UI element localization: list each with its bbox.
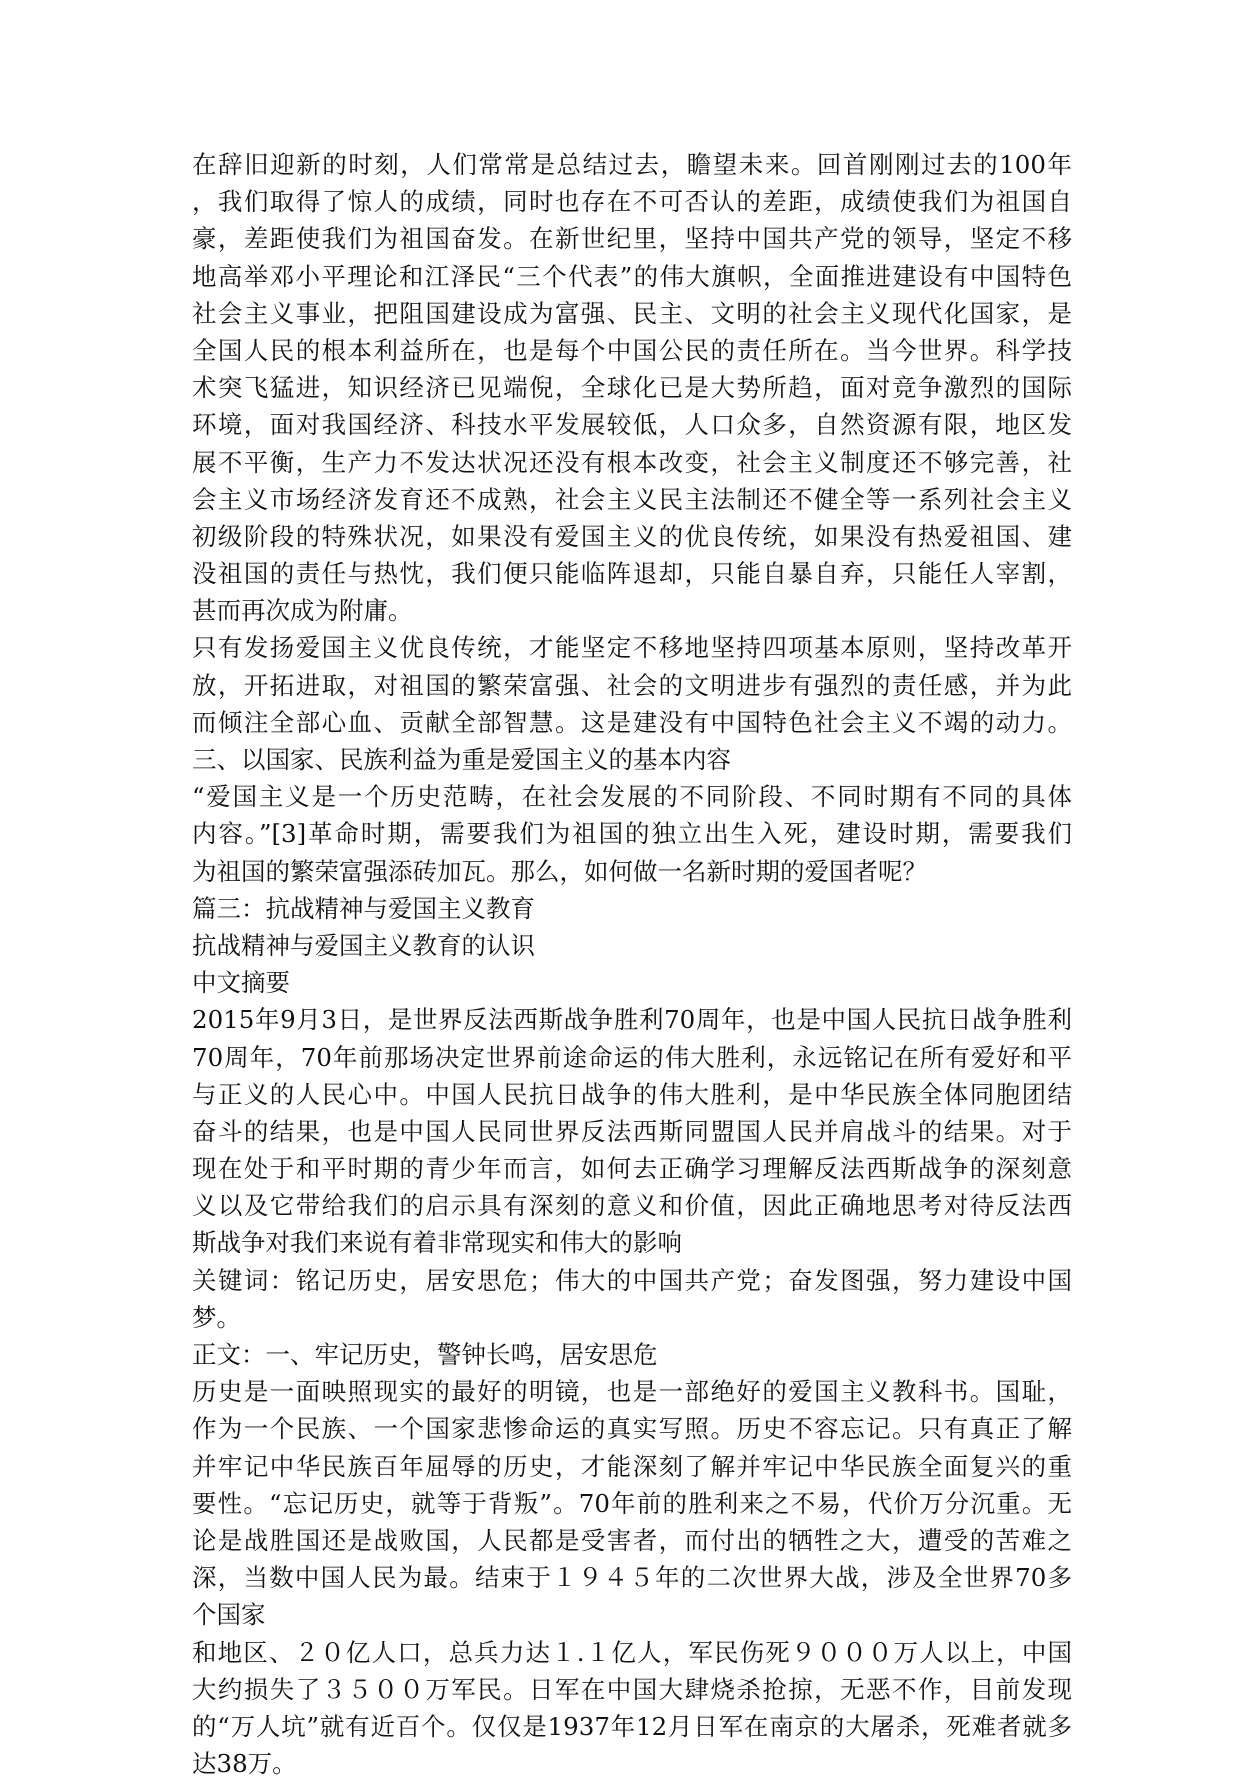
text-line: 要性。“忘记历史，就等于背叛”。70年前的胜利来之不易，代价万分沉重。无 xyxy=(192,1488,1072,1518)
text-line: 达38万。 xyxy=(192,1749,297,1779)
text-line: 内容。”[3]革命时期，需要我们为祖国的独立出生入死，建设时期，需要我们 xyxy=(192,819,1072,849)
text-line: 个国家 xyxy=(192,1600,266,1630)
text-line: 在辞旧迎新的时刻，人们常常是总结过去，瞻望未来。回首刚刚过去的100年 xyxy=(192,150,1072,179)
text-line: 深，当数中国人民为最。结束于１９４５年的二次世界大战，涉及全世界70多 xyxy=(192,1563,1072,1593)
text-line: 放，开拓进取，对祖国的繁荣富强、社会的文明进步有强烈的责任感，并为此 xyxy=(192,670,1072,700)
text-line: 历史是一面映照现实的最好的明镜，也是一部绝好的爱国主义教科书。国耻， xyxy=(192,1377,1072,1407)
text-line: 会主义市场经济发育还不成熟，社会主义民主法制还不健全等一系列社会主义 xyxy=(192,484,1072,514)
text-line: 豪，差距使我们为祖国奋发。在新世纪里，坚持中国共产党的领导，坚定不移 xyxy=(192,224,1072,254)
text-line: 大约损失了３５００万军民。日军在中国大肆烧杀抢掠，无恶不作，目前发现 xyxy=(192,1674,1072,1704)
document-body xyxy=(192,146,1072,1782)
text-line: 展不平衡，生产力不发达状况还没有根本改变，社会主义制度还不够完善，社 xyxy=(192,447,1072,477)
text-line: 篇三：抗战精神与爱国主义教育 xyxy=(192,893,535,923)
text-line: 奋斗的结果，也是中国人民同世界反法西斯同盟国人民并肩战斗的结果。对于 xyxy=(192,1116,1072,1146)
text-line: 全国人民的根本利益所在，也是每个中国公民的责任所在。当今世界。科学技 xyxy=(192,335,1072,365)
text-line: 中文摘要 xyxy=(192,968,290,998)
text-line: 义以及它带给我们的启示具有深刻的意义和价值，因此正确地思考对待反法西 xyxy=(192,1191,1072,1221)
text-line: “爱国主义是一个历史范畴，在社会发展的不同阶段、不同时期有不同的具体 xyxy=(192,782,1072,812)
text-line: 梦。 xyxy=(192,1302,241,1332)
text-line: 作为一个民族、一个国家悲惨命运的真实写照。历史不容忘记。只有真正了解 xyxy=(192,1414,1072,1444)
text-line: 现在处于和平时期的青少年而言，如何去正确学习理解反法西斯战争的深刻意 xyxy=(192,1154,1072,1184)
text-line: 三、以国家、民族利益为重是爱国主义的基本内容 xyxy=(192,745,731,774)
text-line: 抗战精神与爱国主义教育的认识 xyxy=(192,930,535,960)
text-line: 社会主义事业，把阻国建设成为富强、民主、文明的社会主义现代化国家，是 xyxy=(192,298,1072,328)
text-line: 没祖国的责任与热忱，我们便只能临阵退却，只能自暴自弃，只能任人宰割， xyxy=(192,559,1072,589)
text-line: ，我们取得了惊人的成绩，同时也存在不可否认的差距，成绩使我们为祖国自 xyxy=(192,187,1072,217)
text-line: 70周年，70年前那场决定世界前途命运的伟大胜利，永远铭记在所有爱好和平 xyxy=(192,1042,1072,1072)
text-line: 术突飞猛进，知识经济已见端倪，全球化已是大势所趋，面对竞争激烈的国际 xyxy=(192,373,1072,403)
text-line: 只有发扬爱国主义优良传统，才能坚定不移地坚持四项基本原则，坚持改革开 xyxy=(192,633,1072,663)
text-line: 2015年9月3日，是世界反法西斯战争胜利70周年，也是中国人民抗日战争胜利 xyxy=(192,1005,1072,1035)
text-line: 并牢记中华民族百年屈辱的历史，才能深刻了解并牢记中华民族全面复兴的重 xyxy=(192,1451,1072,1481)
text-line: 正文：一、牢记历史，警钟长鸣，居安思危 xyxy=(192,1340,658,1369)
text-line: 而倾注全部心血、贡献全部智慧。这是建没有中国特色社会主义不竭的动力。 xyxy=(192,707,1072,737)
text-line: 初级阶段的特殊状况，如果没有爱国主义的优良传统，如果没有热爱祖国、建 xyxy=(192,521,1072,551)
text-line: 环境，面对我国经济、科技水平发展较低，人口众多，自然资源有限，地区发 xyxy=(192,410,1072,440)
text-line: 和地区、２０亿人口，总兵力达１.１亿人，军民伤死９０００万人以上，中国 xyxy=(192,1637,1072,1667)
text-line: 甚而再次成为附庸。 xyxy=(192,596,413,626)
text-line: 论是战胜国还是战败国，人民都是受害者，而付出的牺牲之大，遭受的苦难之 xyxy=(192,1525,1072,1555)
text-line: 斯战争对我们来说有着非常现实和伟大的影响 xyxy=(192,1228,682,1258)
text-line: 的“万人坑”就有近百个。仅仅是1937年12月日军在南京的大屠杀，死难者就多 xyxy=(192,1711,1072,1741)
text-line: 关键词：铭记历史，居安思危；伟大的中国共产党；奋发图强，努力建设中国 xyxy=(192,1265,1072,1295)
text-line: 为祖国的繁荣富强添砖加瓦。那么，如何做一名新时期的爱国者呢？ xyxy=(192,856,927,886)
text-line: 与正义的人民心中。中国人民抗日战争的伟大胜利，是中华民族全体同胞团结 xyxy=(192,1079,1072,1109)
text-line: 地高举邓小平理论和江泽民“三个代表”的伟大旗帜，全面推进建设有中国特色 xyxy=(192,261,1072,291)
